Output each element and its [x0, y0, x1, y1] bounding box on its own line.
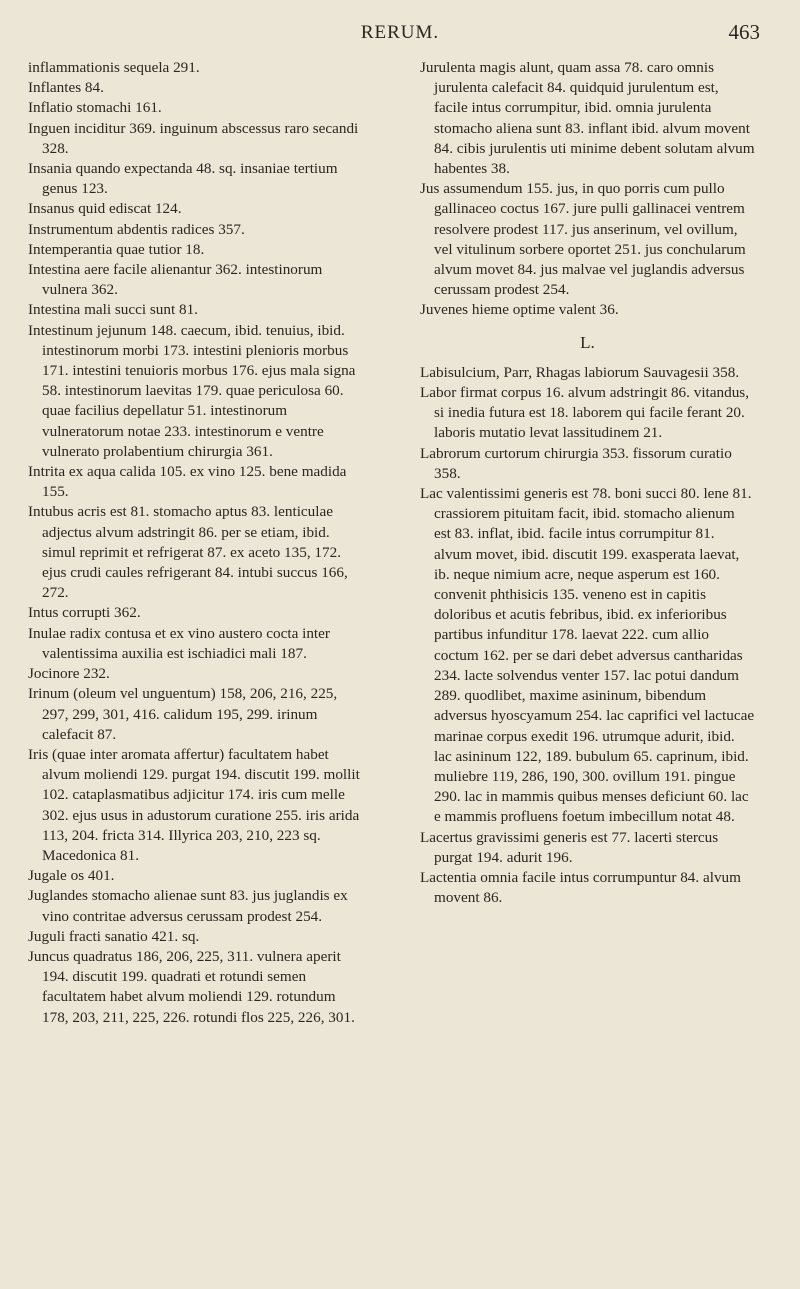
index-entry: Lac valentissimi generis est 78. boni succi 80. lene 81. crassiorem pituitam facit, ibid. stomacho alienum est 83. inflat, ibid. facile intus corrumpitur 81. alvum movet, ibid. discutit 199. exasperata laevat, ib. neque nimium acre, neque asperum est 160. convenit phthisicis 135. veneno est in capitis doloribus et acutis febribus, ibid. ex inferioribus partibus infunditur 178. laevat 222. cum allio coctum 162. per se dari debet adversus cantharidas 234. lacte solvendus venter 157. lac potui dandum 289. quodlibet, maxime asininum, bibendum adversus hyoscyamum 254. lac caprifici vel lactucae marinae corpus exedit 196. utrumque adurit, ibid. lac asininum 122, 189. bubulum 65. caprinum, ibid. muliebre 119, 286, 190, 300. ovillum 191. pingue 290. lac in mammis quibus menses deficiunt 60. lac e mammis profluens foetum imbecillum notat 48.: [420, 485, 755, 826]
page-header: [0, 8, 800, 48]
index-entry: Intemperantia quae tutior 18.: [28, 240, 205, 258]
index-entry: Inguen inciditur 369. inguinum abscessus raro secandi 328.: [28, 119, 359, 157]
right-column: [420, 58, 755, 908]
index-entry: Labrorum curtorum chirurgia 353. fissorum curatio 358.: [420, 444, 732, 482]
running-title: RERUM.: [360, 22, 440, 43]
index-entry: Intrita ex aqua calida 105. ex vino 125. bene madida 155.: [28, 463, 347, 501]
index-entry: Juguli fracti sanatio 421. sq.: [28, 927, 200, 945]
left-column: [28, 58, 363, 1028]
index-entry: Inflatio stomachi 161.: [28, 99, 162, 117]
index-entry: Juvenes hieme optime valent 36.: [420, 301, 619, 319]
index-entry: Labor firmat corpus 16. alvum adstringit 86. vitandus, si inedia futura est 18. laborem qui facile ferant 20. laboris mutatio levat lassitudinem 21.: [420, 384, 750, 442]
index-entry: Iris (quae inter aromata affertur) facultatem habet alvum moliendi 129. purgat 194. discutit 199. mollit 102. cataplasmatibus adjicitur 174. iris cum melle 302. ejus usus in adustorum curatione 255. iris arida 113, 204. fricta 314. Illyrica 203, 210, 223 sq. Macedonica 81.: [28, 745, 360, 864]
index-entry: Lactentia omnia facile intus corrumpuntur 84. alvum movent 86.: [420, 868, 741, 907]
index-entry: Insania quando expectanda 48. sq. insaniae tertium genus 123.: [28, 160, 338, 198]
page-number: 463: [728, 20, 760, 44]
index-entry: Intestina aere facile alienantur 362. intestinorum vulnera 362.: [28, 261, 323, 299]
index-entry: inflammationis sequela 291.: [28, 59, 200, 76]
index-entry: Intubus acris est 81. stomacho aptus 83. lenticulae adjectus alvum adstringit 86. per se etiam, ibid. simul reprimit et refrigerat 87. ex aceto 135, 172. ejus crudi caules refrigerant 84. intubi succus 166, 272.: [28, 503, 348, 602]
index-entry: Jurulenta magis alunt, quam assa 78. caro omnis jurulenta calefacit 84. quidquid jurulentum est, facile intus corrumpitur, ibid. omnia jurulenta stomacho aliena sunt 83. inflant ibid. alvum movent 84. cibis jurulentis uti minime debent solutam alvum habentes 38.: [420, 59, 755, 178]
index-entry: Juglandes stomacho alienae sunt 83. jus juglandis ex vino contritae adversus cerussam prodest 254.: [28, 887, 348, 925]
index-entry: Labisulcium, Parr, Rhagas labiorum Sauvagesii 358.: [420, 363, 740, 381]
letter-heading: L.: [580, 332, 595, 352]
index-entry: Jus assumendum 155. jus, in quo porris cum pullo gallinaceo coctus 167. jure pulli gallinacei ventrem resolvere prodest 117. jus anserinum, vel ovillum, vel vitulinum sorbere oportet 251. jus conchularum alvum movet 84. jus malvae vel juglandis adversus cerussam prodest 254.: [420, 180, 746, 299]
index-entry: Inflantes 84.: [28, 79, 104, 97]
index-entry: Juncus quadratus 186, 206, 225, 311. vulnera aperit 194. discutit 199. quadrati et rotundi semen facultatem habet alvum moliendi 129. rotundum 178, 203, 211, 225, 226. rotundi flos 225, 226, 301.: [28, 947, 355, 1026]
index-entry: Insanus quid ediscat 124.: [28, 200, 182, 218]
index-entry: Jugale os 401.: [28, 867, 115, 885]
index-entry: Lacertus gravissimi generis est 77. lacerti stercus purgat 194. adurit 196.: [420, 828, 719, 866]
index-entry: Intestinum jejunum 148. caecum, ibid. tenuius, ibid. intestinorum morbi 173. intestini plenioris morbus 171. intestini tenuioris morbus 176. ejus mala signa 58. intestinorum laevitas 179. quae periculosa 60. quae facilius depellatur 51. intestinorum vulneratorum notae 233. intestinorum e ventre vulnerato prolabentium chirurgia 361.: [28, 321, 356, 460]
index-entry: Inulae radix contusa et ex vino austero cocta inter valentissima auxilia est ischiadici mali 187.: [28, 624, 330, 662]
index-entry: Intus corrupti 362.: [28, 604, 141, 622]
index-entry: Irinum (oleum vel unguentum) 158, 206, 216, 225, 297, 299, 301, 416. calidum 195, 299. irinum calefacit 87.: [28, 685, 338, 743]
index-entry: Intestina mali succi sunt 81.: [28, 301, 198, 319]
index-entry: Instrumentum abdentis radices 357.: [28, 220, 245, 238]
index-entry: Jocinore 232.: [28, 665, 110, 683]
